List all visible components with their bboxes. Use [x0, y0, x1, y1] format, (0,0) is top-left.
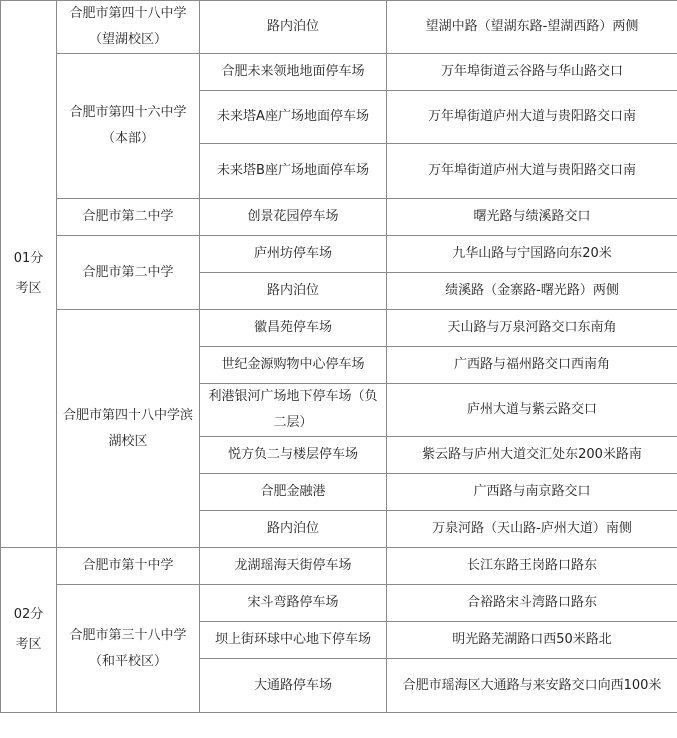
- table-row: [1, 310, 677, 347]
- parking-lot-name: 路内泊位: [200, 1, 387, 54]
- parking-lot-name: 未来塔B座广场地面停车场: [200, 144, 387, 199]
- table-row: [1, 585, 677, 622]
- parking-lot-name: 龙湖瑶海天街停车场: [200, 548, 387, 585]
- parking-lot-name: 路内泊位: [200, 511, 387, 548]
- table-row: [1, 1, 677, 54]
- parking-lot-name: 利港银河广场地下停车场（负二层）: [200, 384, 387, 437]
- parking-lot-name: 宋斗弯路停车场: [200, 585, 387, 622]
- parking-lot-name: 路内泊位: [200, 273, 387, 310]
- parking-lot-address: 明光路芜湖路口西50米路北: [387, 622, 677, 659]
- parking-lot-name: 大通路停车场: [200, 659, 387, 713]
- table-row: [1, 54, 677, 91]
- parking-lot-address: 万泉河路（天山路-庐州大道）南侧: [387, 511, 677, 548]
- parking-lot-name: 悦方负二与楼层停车场: [200, 437, 387, 474]
- school-name: 合肥市第二中学: [57, 199, 200, 236]
- parking-lot-address: 天山路与万泉河路交口东南角: [387, 310, 677, 347]
- zone-label: 02分考区: [1, 548, 57, 713]
- parking-lot-name: 世纪金源购物中心停车场: [200, 347, 387, 384]
- parking-lot-address: 广西路与南京路交口: [387, 474, 677, 511]
- parking-lot-name: 庐州坊停车场: [200, 236, 387, 273]
- school-name: 合肥市第四十八中学滨湖校区: [57, 310, 200, 548]
- parking-lot-address: 庐州大道与紫云路交口: [387, 384, 677, 437]
- parking-lot-address: 绩溪路（金寨路-曙光路）两侧: [387, 273, 677, 310]
- parking-lot-address: 紫云路与庐州大道交汇处东200米路南: [387, 437, 677, 474]
- parking-lot-name: 创景花园停车场: [200, 199, 387, 236]
- parking-lot-name: 坝上街环球中心地下停车场: [200, 622, 387, 659]
- parking-lot-address: 望湖中路（望湖东路-望湖西路）两侧: [387, 1, 677, 54]
- parking-lot-name: 未来塔A座广场地面停车场: [200, 91, 387, 144]
- table-row: [1, 199, 677, 236]
- table-row: [1, 236, 677, 273]
- parking-lot-name: 徽昌苑停车场: [200, 310, 387, 347]
- school-name: 合肥市第二中学: [57, 236, 200, 310]
- parking-lot-address: 长江东路王岗路口路东: [387, 548, 677, 585]
- parking-lot-address: 万年埠街道庐州大道与贵阳路交口南: [387, 144, 677, 199]
- parking-lot-address: 合肥市瑶海区大通路与来安路交口向西100米: [387, 659, 677, 713]
- school-name: 合肥市第四十八中学（望湖校区）: [57, 1, 200, 54]
- parking-lot-name: 合肥金融港: [200, 474, 387, 511]
- parking-lot-name: 合肥未来领地地面停车场: [200, 54, 387, 91]
- school-name: 合肥市第四十六中学（本部）: [57, 54, 200, 199]
- parking-lot-address: 九华山路与宁国路向东20米: [387, 236, 677, 273]
- parking-lot-address: 万年埠街道庐州大道与贵阳路交口南: [387, 91, 677, 144]
- parking-lot-address: 合裕路宋斗湾路口路东: [387, 585, 677, 622]
- zone-label: 01分考区: [1, 1, 57, 548]
- school-name: 合肥市第十中学: [57, 548, 200, 585]
- parking-lot-address: 广西路与福州路交口西南角: [387, 347, 677, 384]
- school-name: 合肥市第三十八中学（和平校区）: [57, 585, 200, 713]
- parking-lot-address: 万年埠街道云谷路与华山路交口: [387, 54, 677, 91]
- table-row: [1, 548, 677, 585]
- parking-lot-address: 曙光路与绩溪路交口: [387, 199, 677, 236]
